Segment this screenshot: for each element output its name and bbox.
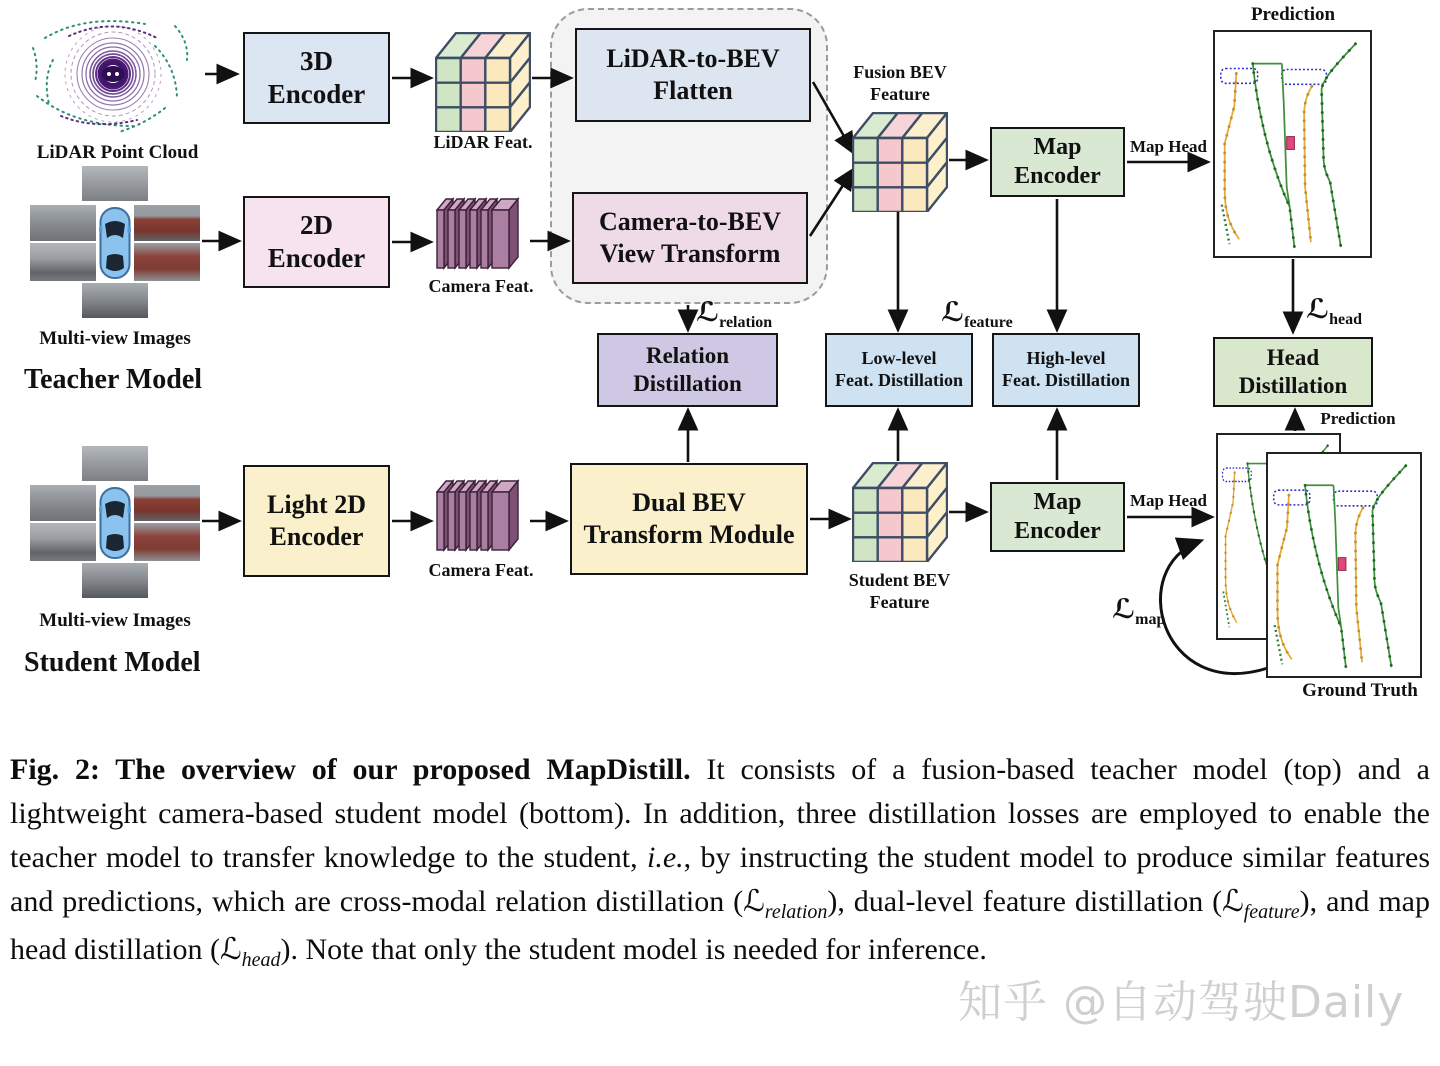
camera-feature-stack-student — [436, 478, 528, 556]
prediction-title-teacher: Prediction — [1250, 4, 1336, 25]
map-head-label-teacher: Map Head — [1130, 137, 1207, 156]
dual-bev-transform-module-box: Dual BEV Transform Module — [570, 463, 808, 575]
camera-feature-stack-teacher — [436, 196, 528, 274]
lidar-to-bev-flatten-box: LiDAR-to-BEV Flatten — [575, 28, 811, 122]
camera-photo — [30, 485, 96, 521]
lidar-point-cloud-image — [25, 8, 203, 140]
fusion-bev-feature-label: Fusion BEV Feature — [853, 62, 947, 104]
lidar-input-label: LiDAR Point Cloud — [36, 142, 199, 163]
camera-photo — [134, 523, 200, 561]
teacher-model-label: Teacher Model — [24, 364, 203, 395]
low-level-feat-distillation-box: Low-level Feat. Distillation — [825, 333, 973, 407]
camera-photo — [30, 243, 96, 281]
student-model-label: Student Model — [24, 647, 201, 678]
multiview-label-teacher: Multi-view Images — [39, 328, 191, 349]
site-watermark: 知乎 @自动驾驶Daily — [958, 977, 1405, 1028]
camera-photo — [30, 205, 96, 241]
student-bev-feature-label: Student BEV Feature — [848, 570, 951, 612]
map-encoder-box-teacher: Map Encoder — [990, 127, 1125, 197]
multiview-images-student — [30, 446, 200, 598]
prediction-map-teacher — [1213, 30, 1372, 258]
prediction-label-student: Prediction — [1320, 409, 1396, 428]
camera-photo — [134, 243, 200, 281]
multiview-label-student: Multi-view Images — [39, 610, 191, 631]
camera-to-bev-view-transform-box: Camera-to-BEV View Transform — [572, 192, 808, 284]
loss-feature-label: ℒfeature — [941, 297, 1013, 331]
map-encoder-box-student: Map Encoder — [990, 482, 1125, 552]
loss-head-label: ℒhead — [1306, 294, 1363, 328]
encoder-2d-box: 2D Encoder — [243, 196, 390, 288]
camera-photo — [134, 205, 200, 241]
map-head-label-student: Map Head — [1130, 491, 1207, 510]
camera-photo — [82, 446, 148, 481]
lidar-feat-label: LiDAR Feat. — [433, 132, 533, 152]
caption-bold-lead: Fig. 2: The overview of our proposed MapDistill. — [10, 753, 691, 786]
head-distillation-box: Head Distillation — [1213, 337, 1373, 407]
fusion-bev-feature-cube — [852, 112, 948, 212]
camera-photo — [82, 166, 148, 201]
camera-feat-label-teacher: Camera Feat. — [428, 276, 534, 296]
ego-car-icon — [99, 206, 131, 280]
camera-photo — [82, 283, 148, 318]
high-level-feat-distillation-box: High-level Feat. Distillation — [992, 333, 1140, 407]
student-bev-feature-cube — [852, 462, 948, 562]
camera-photo — [82, 563, 148, 598]
light-2d-encoder-box: Light 2D Encoder — [243, 465, 390, 577]
figure-caption: Fig. 2: The overview of our proposed MapDistill. It consists of a fusion-based teacher model (top) and a lightweight camera-based student model (bottom). In addition, three distillation losses are employed to enable the teacher model to transfer knowledge to the student, i.e., by instructing the student model to produce similar features and predictions, which are cross-modal relation distillation (ℒ$_{relation}$), dual-level feature distillation (ℒ$_{feature}$), and map head distillation (ℒ$_{head}$). Note that only the student model is needed for inference. — [10, 753, 1430, 971]
lidar-feature-cube — [435, 32, 531, 132]
relation-distillation-box: Relation Distillation — [597, 333, 778, 407]
ground-truth-map — [1266, 452, 1422, 678]
camera-photo — [30, 523, 96, 561]
loss-relation-label: ℒrelation — [696, 297, 773, 331]
ground-truth-label: Ground Truth — [1302, 680, 1418, 701]
encoder-3d-box: 3D Encoder — [243, 32, 390, 124]
ego-car-icon — [99, 486, 131, 560]
loss-map-label: ℒmap — [1112, 594, 1166, 628]
camera-feat-label-student: Camera Feat. — [428, 560, 534, 580]
camera-photo — [134, 485, 200, 521]
multiview-images-teacher — [30, 166, 200, 318]
